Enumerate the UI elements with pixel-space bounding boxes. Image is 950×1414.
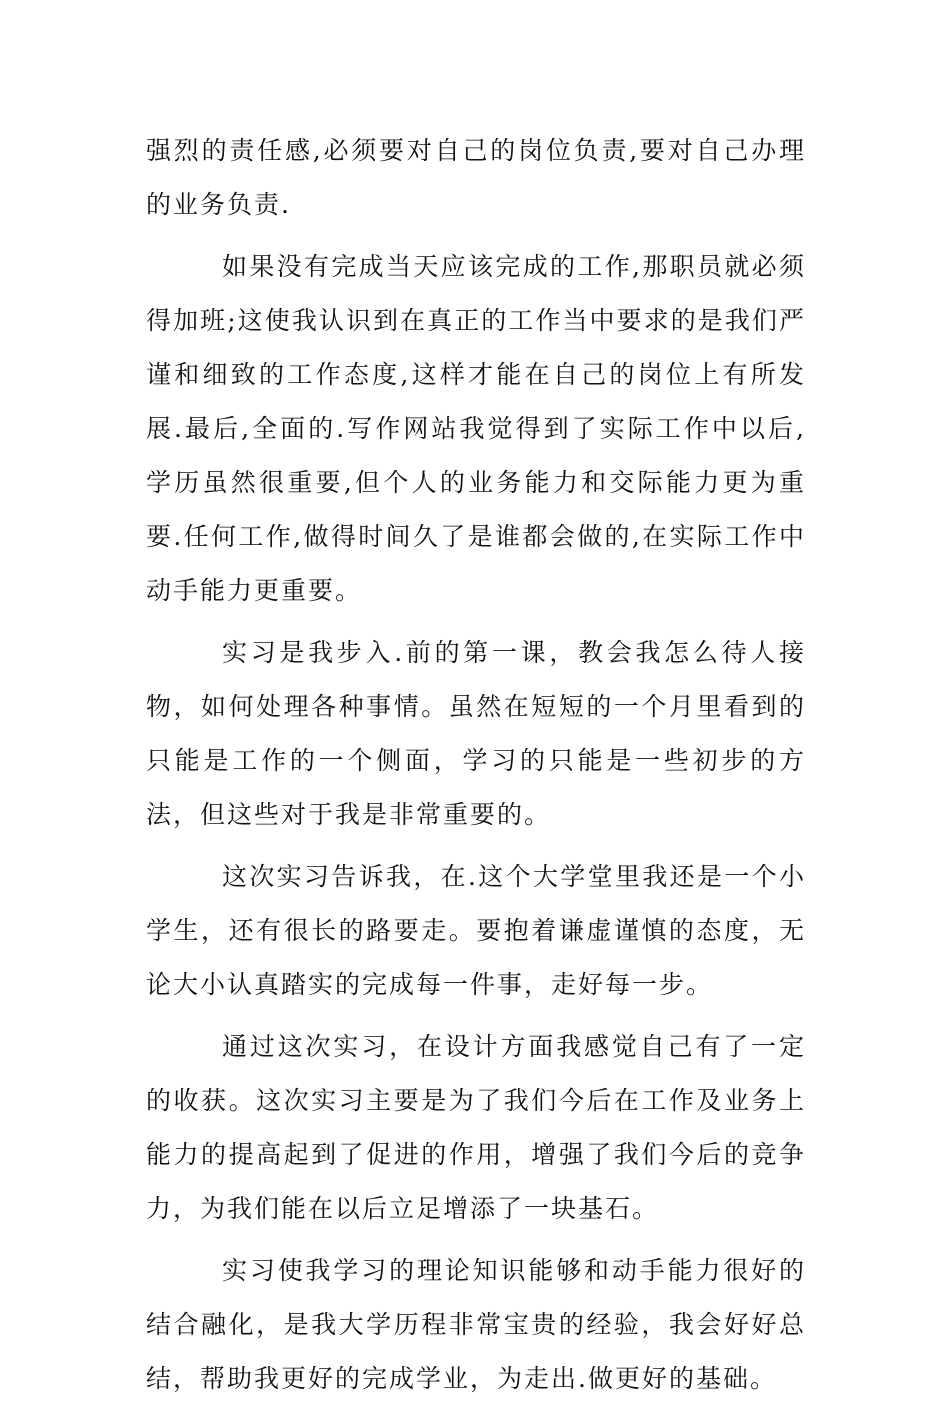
paragraph-6: 实习使我学习的理论知识能够和动手能力很好的结合融化，是我大学历程非常宝贵的经验，我会好好总结，帮助我更好的完成学业，为走出.做更好的基础。 xyxy=(146,1256,806,1393)
document-body xyxy=(146,124,806,1414)
paragraph-4: 这次实习告诉我，在.这个大学堂里我还是一个小学生，还有很长的路要走。要抱着谦虚谨慎的态度，无论大小认真踏实的完成每一件事，走好每一步。 xyxy=(146,862,806,999)
paragraph-1: 强烈的责任感,必须要对自己的岗位负责,要对自己办理的业务负责. xyxy=(146,136,806,219)
paragraph-2: 如果没有完成当天应该完成的工作,那职员就必须得加班;这使我认识到在真正的工作当中要求的是我们严谨和细致的工作态度,这样才能在自己的岗位上有所发展.最后,全面的.写作网站我觉得到了实际工作中以后,学历虽然很重要,但个人的业务能力和交际能力更为重要.任何工作,做得时间久了是谁都会做的,在实际工作中动手能力更重要。 xyxy=(146,252,806,605)
paragraph-5: 通过这次实习，在设计方面我感觉自己有了一定的收获。这次实习主要是为了我们今后在工作及业务上能力的提高起到了促进的作用，增强了我们今后的竞争力，为我们能在以后立足增添了一块基石。 xyxy=(146,1032,806,1223)
paragraph-3: 实习是我步入.前的第一课，教会我怎么待人接物，如何处理各种事情。虽然在短短的一个月里看到的只能是工作的一个侧面，学习的只能是一些初步的方法，但这些对于我是非常重要的。 xyxy=(146,638,806,829)
